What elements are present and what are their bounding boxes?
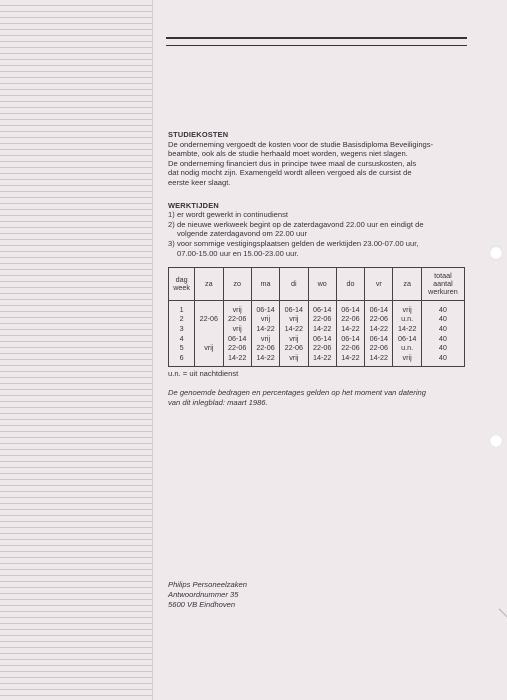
table-header-cell: [195, 268, 223, 301]
table-cell: 2: [169, 315, 195, 325]
table-cell: vrij: [251, 315, 279, 325]
table-cell: 22-06: [365, 315, 393, 325]
list-item: [168, 220, 468, 239]
section-werktijden: [168, 201, 468, 408]
table-cell: 22-06: [195, 315, 223, 325]
table-cell: 22-06: [336, 344, 364, 354]
header-text: wo: [317, 278, 327, 288]
header-text: do: [346, 278, 355, 288]
table-footnote: u.n. = uit nachtdienst: [168, 368, 239, 378]
table-header-cell: [365, 268, 393, 301]
table-cell: 40: [421, 324, 464, 334]
dating-note: [168, 388, 468, 407]
list-item: [168, 239, 468, 258]
table-cell: 06-14: [251, 301, 279, 315]
table-cell: 1: [169, 301, 195, 315]
header-text: zo: [233, 278, 241, 288]
margin-line: [152, 0, 153, 700]
list-text: [177, 210, 468, 220]
table-cell: vrij: [280, 353, 308, 366]
address-line: Philips Personeelzaken: [168, 580, 247, 589]
text-line: De genoemde bedragen en percentages gelden op het moment van datering: [168, 388, 426, 398]
table-cell: 40: [421, 301, 464, 315]
reply-address: [168, 580, 247, 609]
table-cell: 40: [421, 315, 464, 325]
list-number: 1): [168, 210, 175, 220]
table-cell: u.n.: [393, 315, 421, 325]
section-studiekosten: [168, 130, 468, 188]
table-cell: 3: [169, 324, 195, 334]
header-text: za: [403, 278, 411, 288]
table-cell: 14-22: [365, 324, 393, 334]
text-line: de nieuwe werkweek begint op de zaterdagavond 22.00 uur en eindigt de: [177, 219, 424, 229]
list-item: [168, 210, 468, 220]
table-cell: 06-14: [393, 334, 421, 344]
table-cell: 06-14: [365, 334, 393, 344]
table-cell: 06-14: [336, 301, 364, 315]
header-text: za: [205, 278, 213, 288]
table-row: [169, 344, 465, 354]
text-line: er wordt gewerkt in continudienst: [177, 210, 289, 220]
table-cell: vrij: [223, 301, 251, 315]
header-text: werkuren: [428, 287, 458, 297]
text-line: dat nodig mocht zijn. Examengeld wordt alleen vergoed als de cursist de: [168, 168, 412, 178]
text-line: volgende zaterdagavond om 22.00 uur: [177, 229, 308, 239]
page-crease: [486, 608, 507, 634]
table-cell: 14-22: [336, 353, 364, 366]
table-cell: 06-14: [280, 301, 308, 315]
text-line: voor sommige vestigingsplaatsen gelden de werktijden 23.00-07.00 uur,: [177, 238, 419, 248]
table-header-cell: [223, 268, 251, 301]
werktijden-list: [168, 210, 468, 258]
table-cell: vrij: [251, 334, 279, 344]
table-cell: 14-22: [251, 353, 279, 366]
list-number: 2): [168, 219, 175, 229]
table-row: [169, 324, 465, 334]
table-row: [169, 301, 465, 315]
text-line: eerste keer slaagt.: [168, 177, 231, 187]
table-cell: 40: [421, 334, 464, 344]
table-cell: 4: [169, 334, 195, 344]
table-header-cell: [393, 268, 421, 301]
table-header-cell: [251, 268, 279, 301]
table-cell: vrij: [223, 324, 251, 334]
list-text: [177, 220, 468, 239]
table-cell: 22-06: [223, 315, 251, 325]
table-row: [169, 353, 465, 366]
table-cell: 06-14: [365, 301, 393, 315]
table-cell: 06-14: [336, 334, 364, 344]
header-text: dag: [175, 274, 188, 284]
section-heading: WERKTIJDEN: [168, 200, 219, 210]
table-cell: 14-22: [308, 324, 336, 334]
text-line: 07.00-15.00 uur en 15.00-23.00 uur.: [177, 248, 299, 258]
table-cell: 40: [421, 353, 464, 366]
header-text: ma: [260, 278, 271, 288]
table-body: [169, 301, 465, 367]
table-cell: 06-14: [308, 334, 336, 344]
top-rule: [166, 37, 467, 39]
header-text: totaal: [434, 270, 452, 280]
table-cell: u.n.: [393, 344, 421, 354]
table-cell: vrij: [280, 334, 308, 344]
table-cell: vrij: [393, 353, 421, 366]
table-cell: 14-22: [223, 353, 251, 366]
address-line: 5600 VB Eindhoven: [168, 599, 236, 609]
table-cell: vrij: [195, 344, 223, 354]
table-cell: 22-06: [308, 344, 336, 354]
table-header-cell: [421, 268, 464, 301]
table-cell: 6: [169, 353, 195, 366]
table-row: [169, 315, 465, 325]
table-header-cell: [308, 268, 336, 301]
table-cell: 22-06: [223, 344, 251, 354]
text-line: van dit inlegblad: maart 1986.: [168, 397, 268, 407]
table-cell: 14-22: [393, 324, 421, 334]
table-header-row: [169, 268, 465, 301]
table-cell: 22-06: [251, 344, 279, 354]
table-cell: 22-06: [280, 344, 308, 354]
table-header-cell: [169, 268, 195, 301]
list-text: [177, 239, 468, 258]
table-cell: vrij: [393, 301, 421, 315]
header-text: di: [291, 278, 297, 288]
address-line: Antwoordnummer 35: [168, 589, 239, 599]
table-cell: 14-22: [336, 324, 364, 334]
table-cell: 14-22: [308, 353, 336, 366]
main-content: [168, 130, 468, 407]
schedule-table: [168, 267, 465, 367]
table-cell: [195, 301, 223, 315]
table-header-cell: [336, 268, 364, 301]
table-cell: 40: [421, 344, 464, 354]
table-cell: 22-06: [336, 315, 364, 325]
table-cell: 22-06: [365, 344, 393, 354]
header-text: vr: [375, 278, 382, 288]
punch-hole-icon: [489, 246, 503, 260]
top-rule-thin: [166, 45, 467, 46]
studiekosten-paragraph: [168, 140, 468, 188]
section-heading: STUDIEKOSTEN: [168, 130, 229, 139]
table-cell: [195, 334, 223, 344]
table-cell: 06-14: [308, 301, 336, 315]
table-cell: 14-22: [251, 324, 279, 334]
table-cell: [195, 353, 223, 366]
punch-hole-icon: [489, 434, 503, 448]
header-text: aantal: [433, 278, 453, 288]
table-cell: 22-06: [308, 315, 336, 325]
table-header-cell: [280, 268, 308, 301]
table-cell: 14-22: [365, 353, 393, 366]
ruled-margin: [0, 0, 152, 700]
text-line: De onderneming vergoedt de kosten voor de studie Basisdiploma Beveiligings-: [168, 139, 434, 149]
list-number: 3): [168, 238, 175, 248]
header-text: week: [173, 283, 190, 293]
table-row: [169, 334, 465, 344]
text-line: De onderneming financiert dus in principe twee maal de cursuskosten, als: [168, 158, 417, 168]
table-cell: vrij: [280, 315, 308, 325]
table-cell: [195, 324, 223, 334]
table-cell: 14-22: [280, 324, 308, 334]
text-line: beambte, ook als de studie herhaald moet worden, wegens niet slagen.: [168, 149, 408, 159]
table-cell: 06-14: [223, 334, 251, 344]
table-cell: 5: [169, 344, 195, 354]
